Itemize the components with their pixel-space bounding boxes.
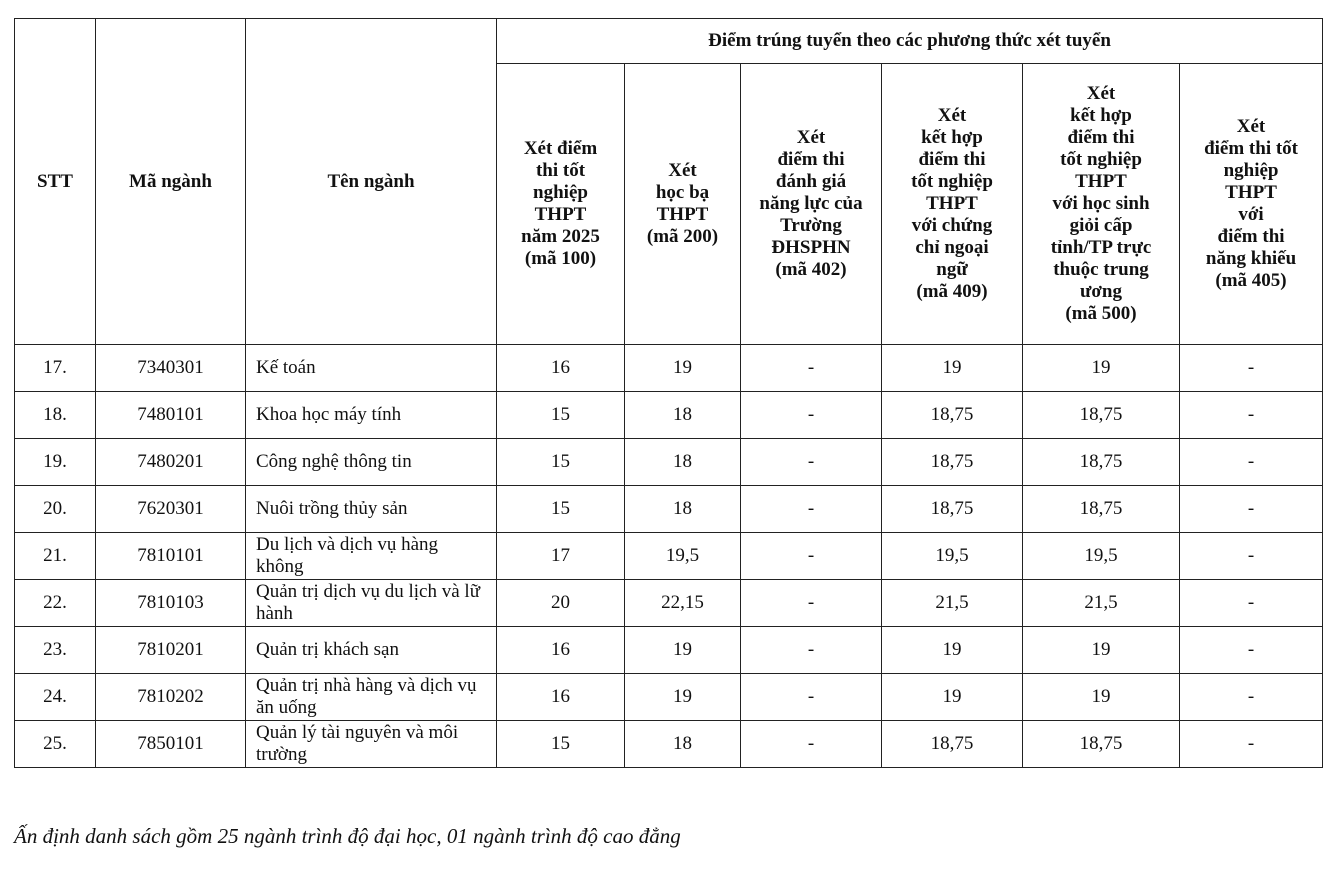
cell-stt: 24. [15,674,96,721]
cell-code: 7810101 [96,533,246,580]
cell-name: Công nghệ thông tin [246,439,497,486]
table-row [15,674,1323,721]
table-body [15,345,1323,768]
admission-score-table [14,18,1323,768]
cell-code: 7810201 [96,627,246,674]
table-row [15,439,1323,486]
header-name: Tên ngành [246,19,497,345]
cell-stt: 23. [15,627,96,674]
cell-method-500: 18,75 [1023,439,1180,486]
cell-method-405: - [1180,533,1323,580]
footnote: Ấn định danh sách gồm 25 ngành trình độ đại học, 01 ngành trình độ cao đẳng [14,824,681,848]
cell-stt: 19. [15,439,96,486]
cell-stt: 20. [15,486,96,533]
cell-name: Nuôi trồng thủy sản [246,486,497,533]
cell-method-200: 19 [625,345,741,392]
cell-method-402: - [741,627,882,674]
cell-stt: 21. [15,533,96,580]
header-stt: STT [15,19,96,345]
cell-method-200: 19 [625,627,741,674]
header-method-402: Xét điểm thi đánh giá năng lực của Trường ĐHSPHN (mã 402) [741,64,882,345]
cell-code: 7810202 [96,674,246,721]
cell-method-405: - [1180,345,1323,392]
cell-method-402: - [741,721,882,768]
header-method-500: Xét kết hợp điểm thi tốt nghiệp THPT với học sinh giỏi cấp tỉnh/TP trực thuộc trung ương (mã 500) [1023,64,1180,345]
cell-method-409: 19 [882,674,1023,721]
cell-method-409: 19 [882,345,1023,392]
cell-name: Du lịch và dịch vụ hàng không [246,533,497,580]
cell-method-402: - [741,345,882,392]
cell-name: Quản trị dịch vụ du lịch và lữ hành [246,580,497,627]
cell-method-200: 18 [625,392,741,439]
table-row [15,345,1323,392]
cell-method-500: 21,5 [1023,580,1180,627]
cell-name: Kế toán [246,345,497,392]
cell-code: 7480101 [96,392,246,439]
cell-name: Quản lý tài nguyên và môi trường [246,721,497,768]
cell-method-200: 18 [625,439,741,486]
cell-method-405: - [1180,674,1323,721]
cell-method-409: 18,75 [882,721,1023,768]
header-method-200: Xét học bạ THPT (mã 200) [625,64,741,345]
cell-method-200: 18 [625,721,741,768]
cell-method-405: - [1180,486,1323,533]
cell-method-500: 19 [1023,345,1180,392]
header-row-top [15,19,1323,64]
cell-method-100: 20 [497,580,625,627]
table-row [15,580,1323,627]
cell-method-200: 18 [625,486,741,533]
cell-method-100: 15 [497,392,625,439]
cell-name: Quản trị khách sạn [246,627,497,674]
cell-method-100: 15 [497,721,625,768]
cell-method-500: 19 [1023,627,1180,674]
cell-method-100: 17 [497,533,625,580]
cell-code: 7620301 [96,486,246,533]
cell-method-402: - [741,674,882,721]
cell-code: 7850101 [96,721,246,768]
table-row [15,721,1323,768]
header-code: Mã ngành [96,19,246,345]
cell-method-500: 18,75 [1023,392,1180,439]
cell-method-402: - [741,533,882,580]
cell-method-200: 19 [625,674,741,721]
cell-method-100: 16 [497,674,625,721]
cell-method-409: 18,75 [882,392,1023,439]
cell-code: 7340301 [96,345,246,392]
cell-code: 7480201 [96,439,246,486]
cell-method-500: 18,75 [1023,486,1180,533]
cell-stt: 18. [15,392,96,439]
header-method-group: Điểm trúng tuyển theo các phương thức xét tuyển [497,19,1323,64]
cell-method-409: 19 [882,627,1023,674]
cell-method-500: 19,5 [1023,533,1180,580]
cell-stt: 25. [15,721,96,768]
cell-method-200: 22,15 [625,580,741,627]
cell-method-402: - [741,439,882,486]
header-method-409: Xét kết hợp điểm thi tốt nghiệp THPT với chứng chỉ ngoại ngữ (mã 409) [882,64,1023,345]
cell-method-405: - [1180,439,1323,486]
cell-method-100: 16 [497,345,625,392]
cell-code: 7810103 [96,580,246,627]
cell-method-100: 15 [497,439,625,486]
cell-method-402: - [741,392,882,439]
cell-name: Khoa học máy tính [246,392,497,439]
cell-method-409: 21,5 [882,580,1023,627]
cell-stt: 17. [15,345,96,392]
cell-method-405: - [1180,627,1323,674]
table-row [15,486,1323,533]
cell-method-402: - [741,580,882,627]
cell-method-500: 18,75 [1023,721,1180,768]
cell-method-409: 18,75 [882,439,1023,486]
cell-method-405: - [1180,392,1323,439]
cell-stt: 22. [15,580,96,627]
cell-method-405: - [1180,580,1323,627]
cell-method-409: 19,5 [882,533,1023,580]
header-method-405: Xét điểm thi tốt nghiệp THPT với điểm thi năng khiếu (mã 405) [1180,64,1323,345]
header-method-100: Xét điểm thi tốt nghiệp THPT năm 2025 (mã 100) [497,64,625,345]
cell-method-200: 19,5 [625,533,741,580]
cell-method-405: - [1180,721,1323,768]
cell-method-500: 19 [1023,674,1180,721]
cell-method-100: 15 [497,486,625,533]
table-header [15,19,1323,345]
cell-method-402: - [741,486,882,533]
cell-method-100: 16 [497,627,625,674]
table-row [15,533,1323,580]
cell-method-409: 18,75 [882,486,1023,533]
cell-name: Quản trị nhà hàng và dịch vụ ăn uống [246,674,497,721]
table-row [15,627,1323,674]
table-row [15,392,1323,439]
